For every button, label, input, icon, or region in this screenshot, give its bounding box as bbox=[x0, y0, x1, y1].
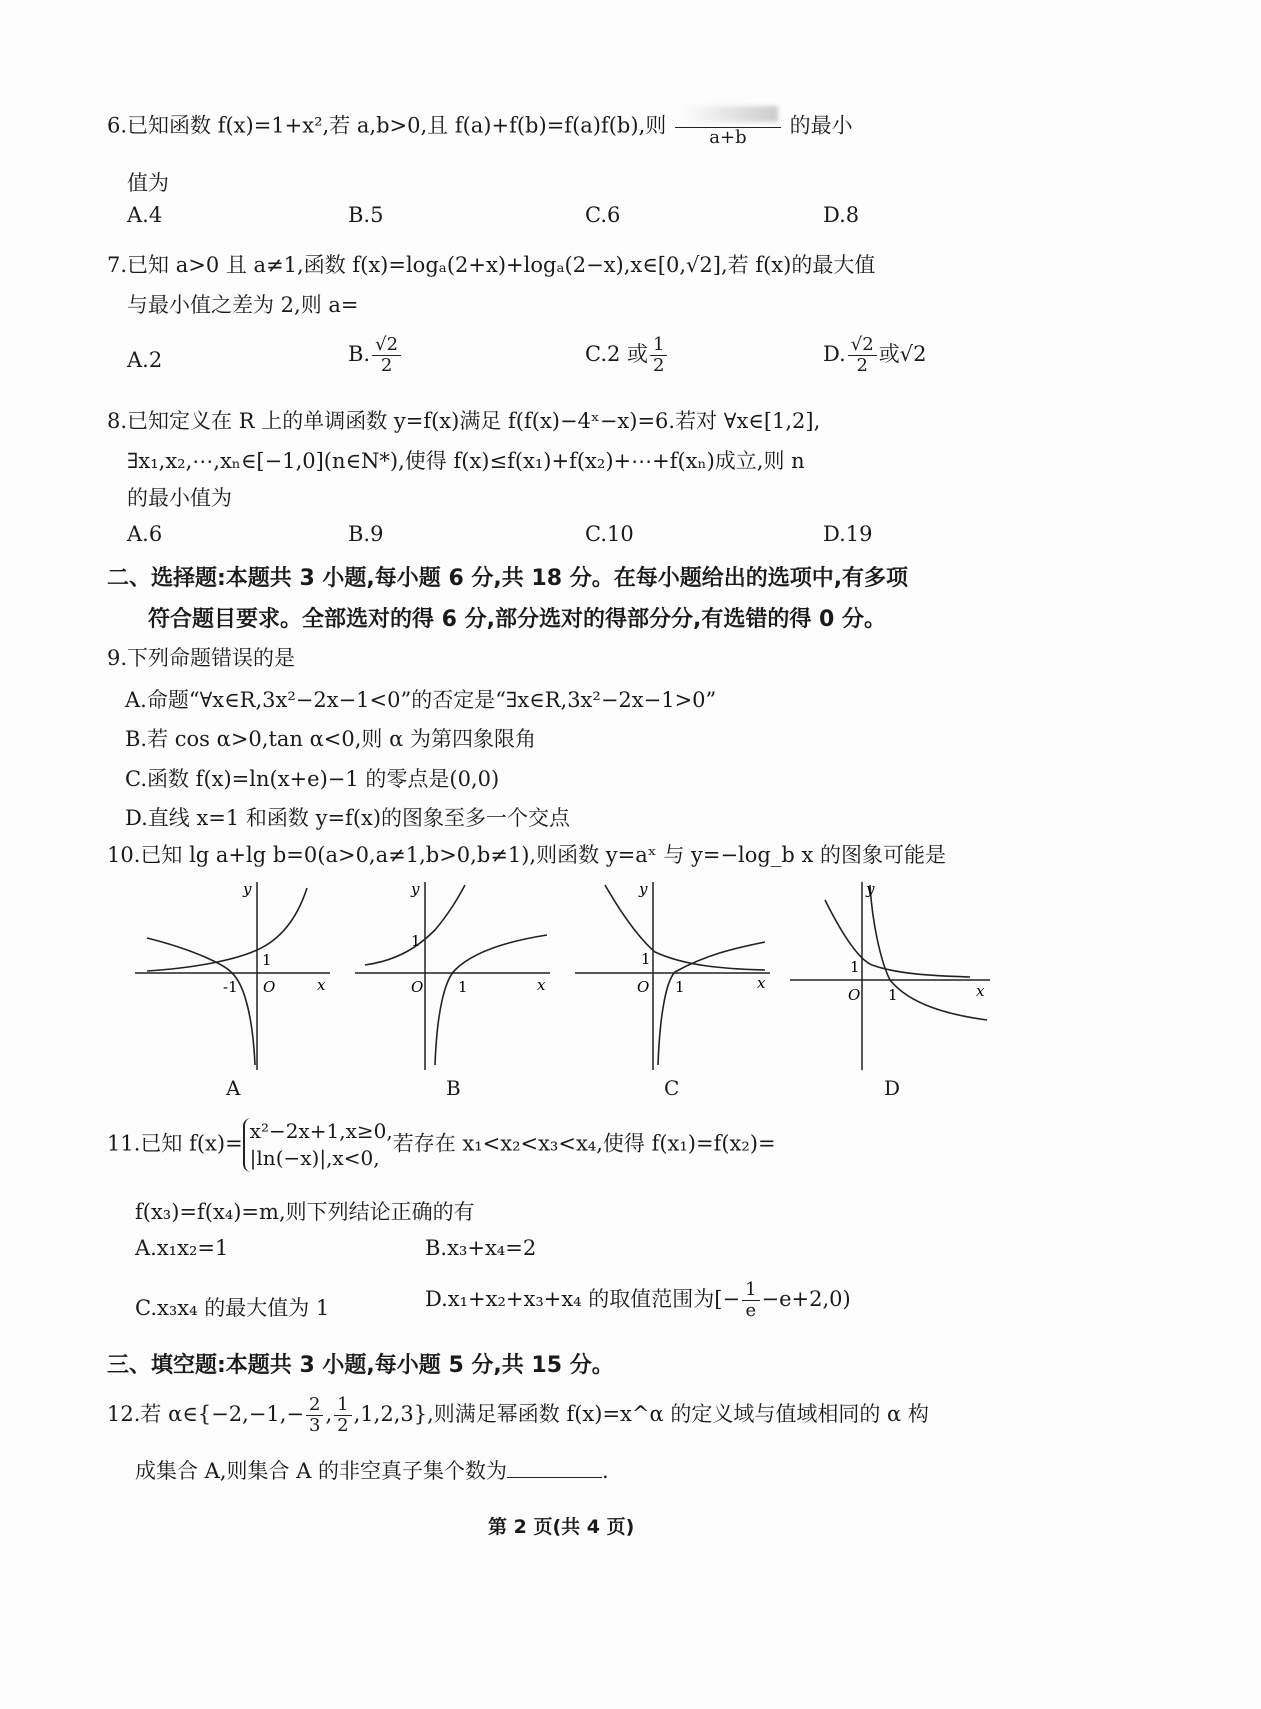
q8-line1: 8.已知定义在 R 上的单调函数 y=f(x)满足 f(f(x)−4ˣ−x)=6.若对 ∀x∈[1,2], bbox=[107, 409, 821, 433]
q6-tail: 的最小 bbox=[789, 113, 853, 138]
x-label: x bbox=[537, 976, 546, 994]
q11-line2: f(x₃)=f(x₄)=m,则下列结论正确的有 bbox=[135, 1200, 475, 1224]
q8-line2: ∃x₁,x₂,⋯,xₙ∈[−1,0](n∈N*),使得 f(x)≤f(x₁)+f(x₂)+⋯+f(xₙ)成立,则 n bbox=[127, 449, 805, 473]
graph-c bbox=[575, 880, 775, 1075]
q11-option-c: C.x₃x₄ 的最大值为 1 bbox=[135, 1296, 330, 1320]
y-label: y bbox=[866, 880, 875, 898]
q9-option-b: B.若 cos α>0,tan α<0,则 α 为第四象限角 bbox=[125, 727, 536, 751]
q11-stem: 11.已知 f(x)= x²−2x+1,x≥0, |ln(−x)|,x<0, 若存在 x₁<x₂<x₃<x₄,使得 f(x₁)=f(x₂)= bbox=[107, 1119, 776, 1170]
q8-line3: 的最小值为 bbox=[127, 486, 232, 510]
tick-1: 1 bbox=[262, 951, 272, 969]
tick-x1: 1 bbox=[675, 978, 685, 996]
q7-cont: 与最小值之差为 2,则 a= bbox=[127, 293, 359, 317]
x-label: x bbox=[317, 976, 326, 994]
origin-label: O bbox=[263, 978, 276, 996]
origin-label: O bbox=[637, 978, 650, 996]
x-label: x bbox=[976, 982, 985, 1000]
q6-stem-line bbox=[107, 106, 853, 148]
q6-option-c: C.6 bbox=[585, 203, 621, 227]
q7-option-c: C.2 或 $\frac{1}{2}$ bbox=[585, 335, 669, 376]
tick-1: 1 bbox=[641, 950, 651, 968]
q6-option-d: D.8 bbox=[823, 203, 860, 227]
q11-option-a: A.x₁x₂=1 bbox=[135, 1236, 229, 1260]
graph-d bbox=[790, 880, 995, 1075]
section2-instructions: 符合题目要求。全部选对的得 6 分,部分选对的得部分分,有选错的得 0 分。 bbox=[148, 607, 886, 632]
q12-stem: 12.若 α∈{−2,−1,− $\frac{2}{3}$ , $\frac{1}{2}$ ,1,2,3},则满足幂函数 f(x)=x^α 的定义域与值域相同的 α 构 bbox=[107, 1394, 929, 1436]
q7-option-b: B. $\frac{√2}{2}$ bbox=[348, 335, 403, 376]
tick-1: 1 bbox=[850, 958, 860, 976]
piecewise-brace: x²−2x+1,x≥0, |ln(−x)|,x<0, bbox=[243, 1118, 393, 1172]
q8-option-d: D.19 bbox=[823, 522, 873, 546]
tick-1: 1 bbox=[411, 932, 421, 950]
q7-stem: 7.已知 a>0 且 a≠1,函数 f(x)=logₐ(2+x)+logₐ(2−x),x∈[0,√2],若 f(x)的最大值 bbox=[107, 253, 876, 277]
q10-stem: 10.已知 lg a+lg b=0(a>0,a≠1,b>0,b≠1),则函数 y=aˣ 与 y=−log_b x 的图象可能是 bbox=[107, 843, 946, 867]
section3-heading: 三、填空题:本题共 3 小题,每小题 5 分,共 15 分。 bbox=[107, 1353, 614, 1378]
tick-x1: 1 bbox=[888, 986, 898, 1004]
origin-label: O bbox=[411, 978, 424, 996]
q6-option-a: A.4 bbox=[127, 203, 163, 227]
section2-heading: 二、选择题:本题共 3 小题,每小题 6 分,共 18 分。在每小题给出的选项中,有多项 bbox=[107, 566, 909, 591]
log-curve bbox=[435, 935, 547, 1065]
q12-line2: 成集合 A,则集合 A 的非空真子集个数为 . bbox=[135, 1459, 609, 1483]
q6-option-b: B.5 bbox=[348, 203, 384, 227]
q8-option-b: B.9 bbox=[348, 522, 384, 546]
q9-stem: 9.下列命题错误的是 bbox=[107, 646, 296, 670]
page-footer: 第 2 页(共 4 页) bbox=[488, 1516, 635, 1538]
y-label: y bbox=[243, 880, 252, 898]
q9-option-c: C.函数 f(x)=ln(x+e)−1 的零点是(0,0) bbox=[125, 767, 500, 791]
q9-option-d: D.直线 x=1 和函数 y=f(x)的图象至多一个交点 bbox=[125, 806, 571, 830]
exponential-curve bbox=[825, 900, 970, 977]
q7-option-d: D. $\frac{√2}{2}$ 或√2 bbox=[823, 334, 927, 376]
q9-option-a: A.命题“∀x∈R,3x²−2x−1<0”的否定是“∃x∈R,3x²−2x−1>0” bbox=[125, 688, 717, 712]
graph-b-label: B bbox=[446, 1076, 461, 1100]
y-label: y bbox=[639, 880, 648, 898]
answer-blank[interactable] bbox=[507, 1477, 602, 1478]
q11-option-d: D.x₁+x₂+x₃+x₄ 的取值范围为[− $\frac{1}{e}$ −e+2,0) bbox=[425, 1279, 851, 1321]
graph-a-label: A bbox=[226, 1076, 241, 1100]
q6-cont: 值为 bbox=[127, 171, 169, 195]
graph-a bbox=[135, 880, 335, 1075]
q11-option-b: B.x₃+x₄=2 bbox=[425, 1236, 537, 1260]
q8-option-a: A.6 bbox=[127, 522, 163, 546]
x-label: x bbox=[757, 974, 766, 992]
log-curve bbox=[658, 942, 765, 1065]
blurred-numerator bbox=[678, 106, 778, 122]
graph-b bbox=[355, 880, 555, 1075]
q6-stem: 6.已知函数 f(x)=1+x²,若 a,b>0,且 f(a)+f(b)=f(a)f(b),则 bbox=[107, 113, 667, 138]
y-label: y bbox=[411, 880, 420, 898]
graph-d-label: D bbox=[884, 1076, 901, 1100]
q6-denominator: a+b bbox=[709, 126, 747, 148]
q6-fraction bbox=[675, 106, 781, 148]
graph-c-label: C bbox=[664, 1076, 680, 1100]
exponential-curve bbox=[147, 888, 307, 971]
origin-label: O bbox=[848, 986, 861, 1004]
exponential-curve bbox=[605, 885, 765, 970]
q8-option-c: C.10 bbox=[585, 522, 634, 546]
tick-neg1: -1 bbox=[223, 978, 238, 996]
q7-option-a: A.2 bbox=[127, 348, 163, 372]
tick-x1: 1 bbox=[458, 978, 468, 996]
